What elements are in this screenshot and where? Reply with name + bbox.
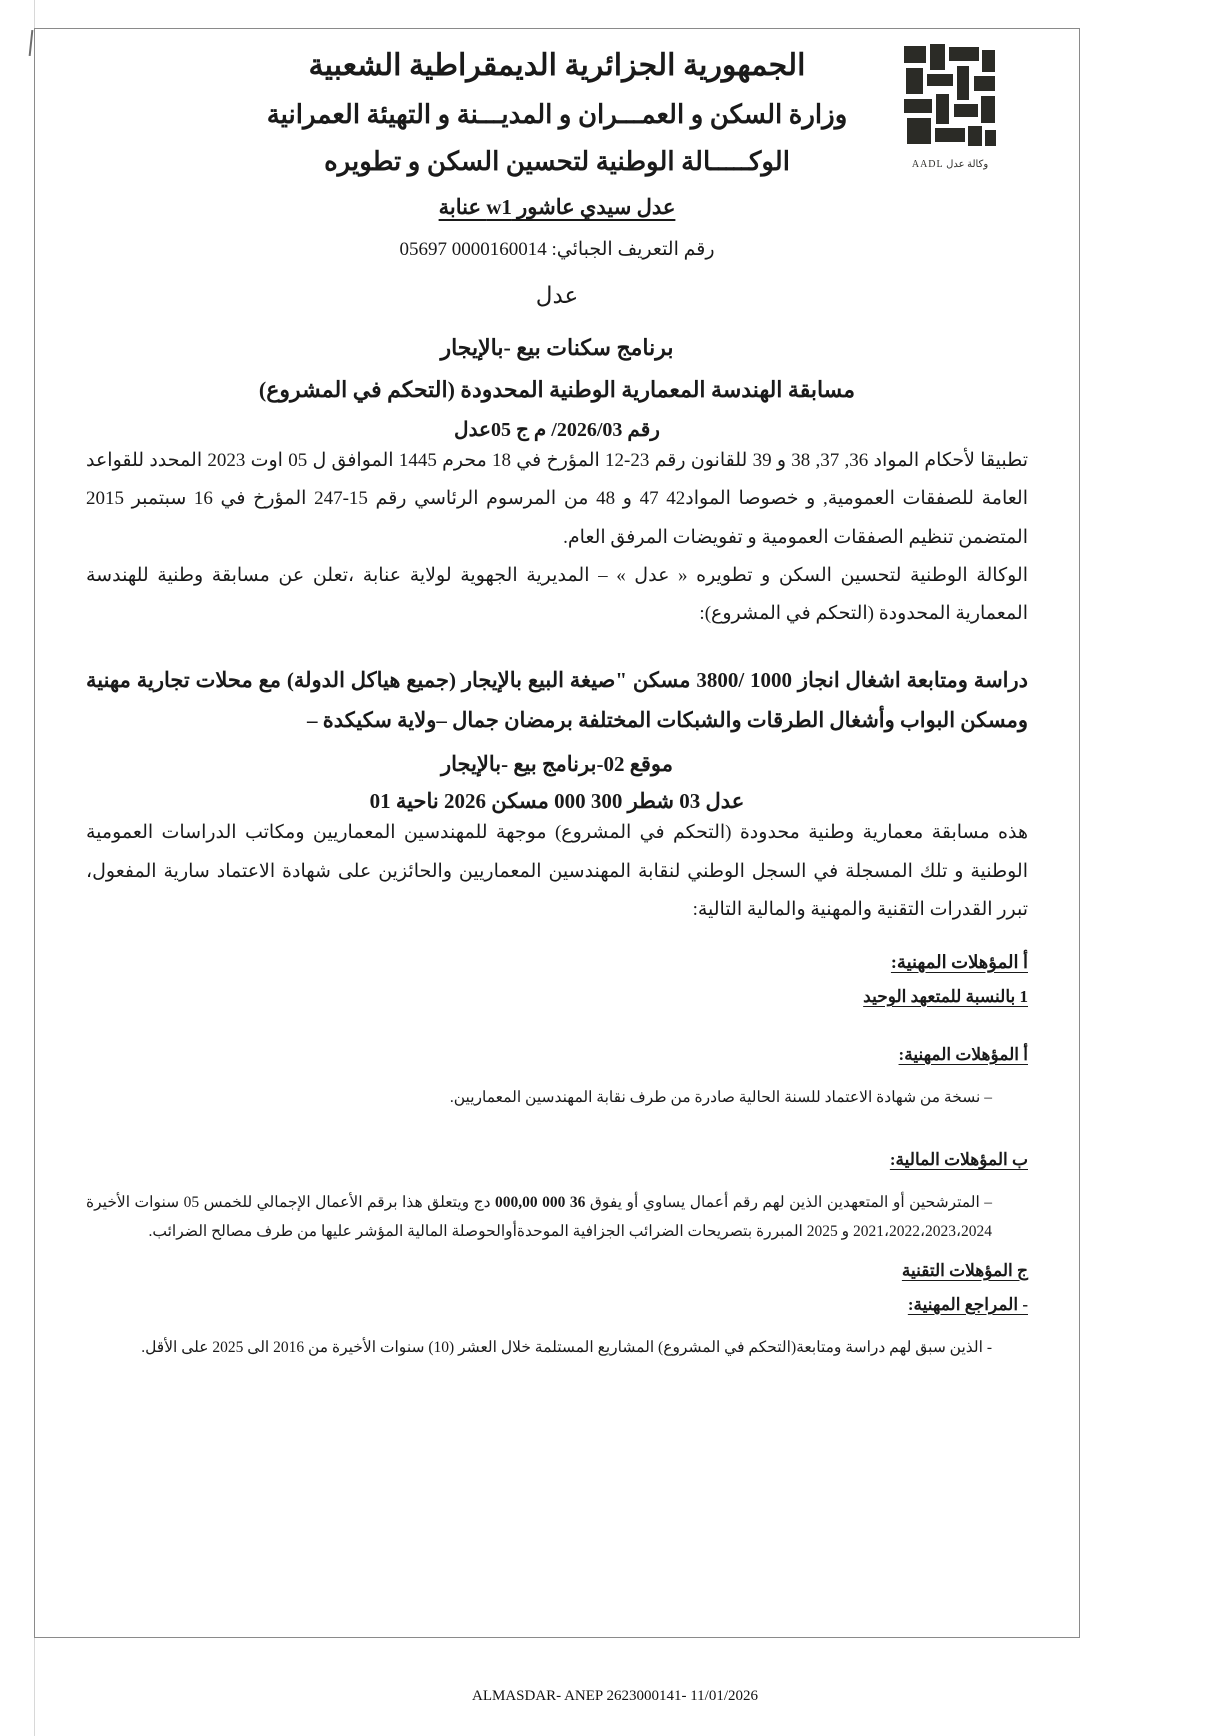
heading-professional-references: - المراجع المهنية:	[907, 1294, 1028, 1314]
item-accreditation-certificate: – نسخة من شهادة الاعتماد للسنة الحالية صادرة من طرف نقابة المهندسين المعماريين.	[449, 1088, 992, 1106]
heading-professional-qualifications-sub: أ المؤهلات المهنية:	[898, 1044, 1028, 1064]
project-site-line: موقع 02-برنامج بيع -بالإيجار	[440, 752, 674, 777]
fiscal-id-value: 0000160014 05697	[399, 238, 547, 260]
program-title: برنامج سكنات بيع -بالإيجار	[440, 334, 674, 360]
ministry-title: وزارة السكن و العمـــران و المديـــنة و التهيئة العمرانية	[266, 99, 848, 129]
scope-paragraph: هذه مسابقة معمارية وطنية محدودة (التحكم في المشروع) موجهة للمهندسين المعماريين ومكاتب الدراسات العمومية الوطنية و تلك المسجلة في السجل الوطني لنقابة المهندسين المعماريين والحائزين على شهادة الاعتماد سارية المفعول، تبرر القدرات التقنية والمهنية والمالية التالية:	[86, 822, 1028, 921]
agency-word: عدل	[535, 282, 579, 308]
project-description: دراسة ومتابعة اشغال انجاز 1000 /3800 مسكن "صيغة البيع بالإيجار (جميع هياكل الدولة) مع محلات تجارية مهنية ومسكن البواب وأشغال الطرقات والشبكات المختلفة برمضان جمال –ولاية سكيكدة –	[86, 667, 1028, 733]
heading-financial-qualifications: ب المؤهلات المالية:	[889, 1150, 1028, 1170]
financial-text-before: – المترشحين أو المتعهدين الذين لهم رقم أعمال يساوي أو يفوق	[589, 1194, 993, 1212]
agency-title: الوكـــــالة الوطنية لتحسين السكن و تطويره	[324, 147, 790, 177]
competition-title: مسابقة الهندسة المعمارية الوطنية المحدودة (التحكم في المشروع)	[258, 376, 856, 402]
item-financial-turnover	[86, 1188, 1028, 1247]
heading-professional-qualifications: أ المؤهلات المهنية:	[890, 951, 1028, 972]
header-titles	[86, 36, 1028, 220]
item-project-references: - الذين سبق لهم دراسة ومتابعة(التحكم في المشروع) المشاريع المستلمة خلال العشر (10) سنوات الأخيرة من 2016 الى 2025 على الأقل.	[141, 1338, 992, 1356]
branch-title: عدل سيدي عاشور w1 عنابة	[438, 194, 676, 219]
fiscal-id-line	[86, 238, 1028, 261]
competition-number: رقم 2026/03/ م ج 05عدل	[454, 418, 660, 441]
aadl-logo	[890, 44, 1010, 170]
heading-technical-qualifications: ج المؤهلات التقنية	[901, 1260, 1028, 1280]
republic-title: الجمهورية الجزائرية الديمقراطية الشعبية	[308, 49, 806, 82]
page-footer: ALMASDAR- ANEP 2623000141- 11/01/2026	[472, 1688, 758, 1704]
financial-text-after: دج ويتعلق هذا برقم الأعمال الإجمالي للخمس 05 سنوات الأخيرة 2021،2022،2023،2024 و 2025 المبررة بتصريحات الضرائب الجزافية الموحدةأوالحوصلة المالية المؤشر عليها من طرف مصالح الضرائب.	[86, 1194, 992, 1241]
document-body	[34, 28, 1080, 1362]
fiscal-id-label: رقم التعريف الجبائي:	[551, 238, 715, 260]
legal-basis-paragraph: تطبيقا لأحكام المواد 36, 37, 38 و 39 للقانون رقم 23-12 المؤرخ في 18 محرم 1445 الموافق ل 05 اوت 2023 المحدد للقواعد العامة للصفقات العمومية, و خصوصا المواد42 47 و 48 من المرسوم الرئاسي رقم 15-247 المؤرخ في 16 سبتمبر 2015 المتضمن تنظيم الصفقات العمومية و تفويضات المرفق العام.	[86, 449, 1029, 548]
scan-left-edge	[16, 0, 35, 1736]
financial-amount-value: 36 000 000,00	[495, 1194, 586, 1212]
project-program-line: عدل 03 شطر 300 000 مسكن 2026 ناحية 01	[369, 789, 745, 814]
aadl-logo-icon	[902, 44, 998, 156]
aadl-logo-caption: وكالة عدل AADL	[911, 159, 989, 170]
announcement-paragraph: الوكالة الوطنية لتحسين السكن و تطويره « عدل » – المديرية الجهوية لولاية عنابة ،تعلن عن مسابقة وطنية للهندسة المعمارية المحدودة (التحكم في المشروع):	[86, 565, 1028, 625]
heading-single-bidder: 1 بالنسبة للمتعهد الوحيد	[863, 986, 1028, 1006]
document-masthead	[86, 36, 1028, 220]
